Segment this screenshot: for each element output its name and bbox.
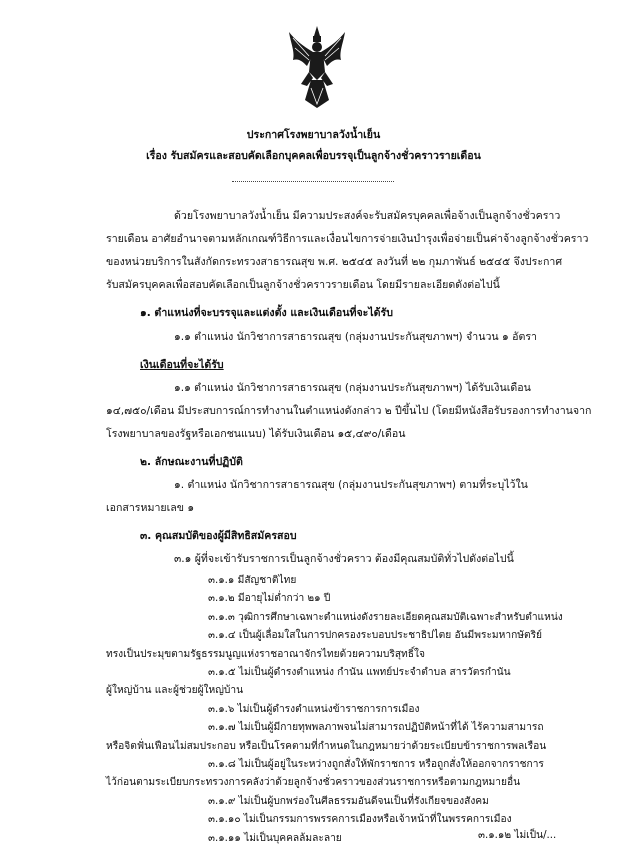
qualification-item-continued: หรือจิตฟั่นเฟือนไม่สมประกอบ หรือเป็นโรคตามที่กำหนดในกฎหมายว่าด้วยระเบียบข้าราชการพลเรือน: [106, 741, 547, 752]
garuda-emblem-icon: [289, 26, 345, 108]
qualification-item: ๓.๑.๕ ไม่เป็นผู้ดำรงตำแหน่ง กำนัน แพทย์ประจำตำบล สารวัตรกำนัน: [208, 667, 511, 678]
qualification-item-continued: ทรงเป็นประมุขตามรัฐธรรมนูญแห่งราชอาณาจักรไทยด้วยความบริสุทธิ์ใจ: [106, 649, 425, 660]
qualification-item: ๓.๑.๑๐ ไม่เป็นกรรมการพรรคการเมืองหรือเจ้าหน้าที่ในพรรคการเมือง: [208, 814, 512, 825]
qualification-item: ๓.๑.๒ มีอายุไม่ต่ำกว่า ๒๑ ปี: [208, 593, 331, 604]
intro-line-1: ด้วยโรงพยาบาลวังน้ำเย็น มีความประสงค์จะรับสมัครบุคคลเพื่อจ้างเป็นลูกจ้างชั่วคราว: [174, 210, 561, 222]
announcement-title: ประกาศโรงพยาบาลวังน้ำเย็น: [246, 129, 381, 141]
section-2-line-1: ๑. ตำแหน่ง นักวิชาการสาธารณสุข (กลุ่มงานประกันสุขภาพฯ) ตามที่ระบุไว้ใน: [174, 479, 528, 491]
qualification-item: ๓.๑.๘ ไม่เป็นผู้อยู่ในระหว่างถูกสั่งให้พักราชการ หรือถูกสั่งให้ออกจากราชการ: [208, 759, 544, 770]
intro-line-3: ของหน่วยบริการในสังกัดกระทรวงสาธารณสุข พ.ศ. ๒๕๔๕ ลงวันที่ ๒๒ กุมภาพันธ์ ๒๕๔๕ จึงประกาศ: [106, 256, 563, 268]
section-3-heading: ๓. คุณสมบัติของผู้มีสิทธิสมัครสอบ: [140, 530, 297, 542]
qualification-item: ๓.๑.๗ ไม่เป็นผู้มีกายทุพพลภาพจนไม่สามารถปฏิบัติหน้าที่ได้ ไร้ความสามารถ: [208, 722, 544, 733]
intro-line-2: รายเดือน อาศัยอำนาจตามหลักเกณฑ์วิธีการและเงื่อนไขการจ่ายเงินบำรุงเพื่อจ่ายเป็นค่าจ้างลูกจ้างชั่วคราว: [106, 233, 589, 245]
announcement-subject: เรื่อง รับสมัครและสอบคัดเลือกบุคคลเพื่อบรรจุเป็นลูกจ้างชั่วคราวรายเดือน: [146, 150, 481, 162]
qualification-item-continued: ไว้ก่อนตามระเบียบกระทรวงการคลังว่าด้วยลูกจ้างชั่วคราวของส่วนราชการหรือตามกฎหมายอื่น: [106, 777, 521, 788]
qualification-item: ๓.๑.๑๑ ไม่เป็นบุคคลล้มละลาย: [208, 833, 342, 844]
salary-heading: เงินเดือนที่จะได้รับ: [140, 359, 224, 371]
qualification-item: ๓.๑.๙ ไม่เป็นผู้บกพร่องในศีลธรรมอันดีจนเป็นที่รังเกียจของสังคม: [208, 796, 489, 807]
salary-line-3: โรงพยาบาลของรัฐหรือเอกชนแนบ) ได้รับเงินเดือน ๑๕,๔๙๐/เดือน: [106, 428, 406, 440]
qualification-item: ๓.๑.๔ เป็นผู้เลื่อมใสในการปกครองระบอบประชาธิปไตย อันมีพระมหากษัตริย์: [208, 630, 543, 641]
qualification-item: ๓.๑.๑ มีสัญชาติไทย: [208, 575, 297, 586]
qualification-item-continued: ผู้ใหญ่บ้าน และผู้ช่วยผู้ใหญ่บ้าน: [106, 685, 244, 696]
salary-line-2: ๑๔,๗๕๐/เดือน มีประสบการณ์การทำงานในตำแหน่งดังกล่าว ๒ ปีขึ้นไป (โดยมีหนังสือรับรองการทำงานจาก: [106, 405, 592, 417]
salary-line-1: ๑.๑ ตำแหน่ง นักวิชาการสาธารณสุข (กลุ่มงานประกันสุขภาพฯ) ได้รับเงินเดือน: [174, 382, 531, 394]
page-continuation: ๓.๑.๑๒ ไม่เป็น/...: [478, 830, 557, 841]
qualification-item: ๓.๑.๓ วุฒิการศึกษาเฉพาะตำแหน่งดังรายละเอียดคุณสมบัติเฉพาะสำหรับตำแหน่ง: [208, 612, 563, 623]
section-2-heading: ๒. ลักษณะงานที่ปฏิบัติ: [140, 456, 243, 468]
section-2-line-2: เอกสารหมายเลข ๑: [106, 502, 195, 514]
section-1-heading: ๑. ตำแหน่งที่จะบรรจุและแต่งตั้ง และเงินเดือนที่จะได้รับ: [140, 307, 393, 319]
intro-line-4: รับสมัครบุคคลเพื่อสอบคัดเลือกเป็นลูกจ้างชั่วคราวรายเดือน โดยมีรายละเอียดดังต่อไปนี้: [106, 279, 500, 291]
section-1-item: ๑.๑ ตำแหน่ง นักวิชาการสาธารณสุข (กลุ่มงานประกันสุขภาพฯ) จำนวน ๑ อัตรา: [174, 331, 537, 343]
qualification-item: ๓.๑.๖ ไม่เป็นผู้ดำรงตำแหน่งข้าราชการการเมือง: [208, 704, 420, 715]
section-3-sub: ๓.๑ ผู้ที่จะเข้ารับราชการเป็นลูกจ้างชั่วคราว ต้องมีคุณสมบัติทั่วไปดังต่อไปนี้: [174, 553, 514, 565]
title-divider: [232, 181, 394, 182]
